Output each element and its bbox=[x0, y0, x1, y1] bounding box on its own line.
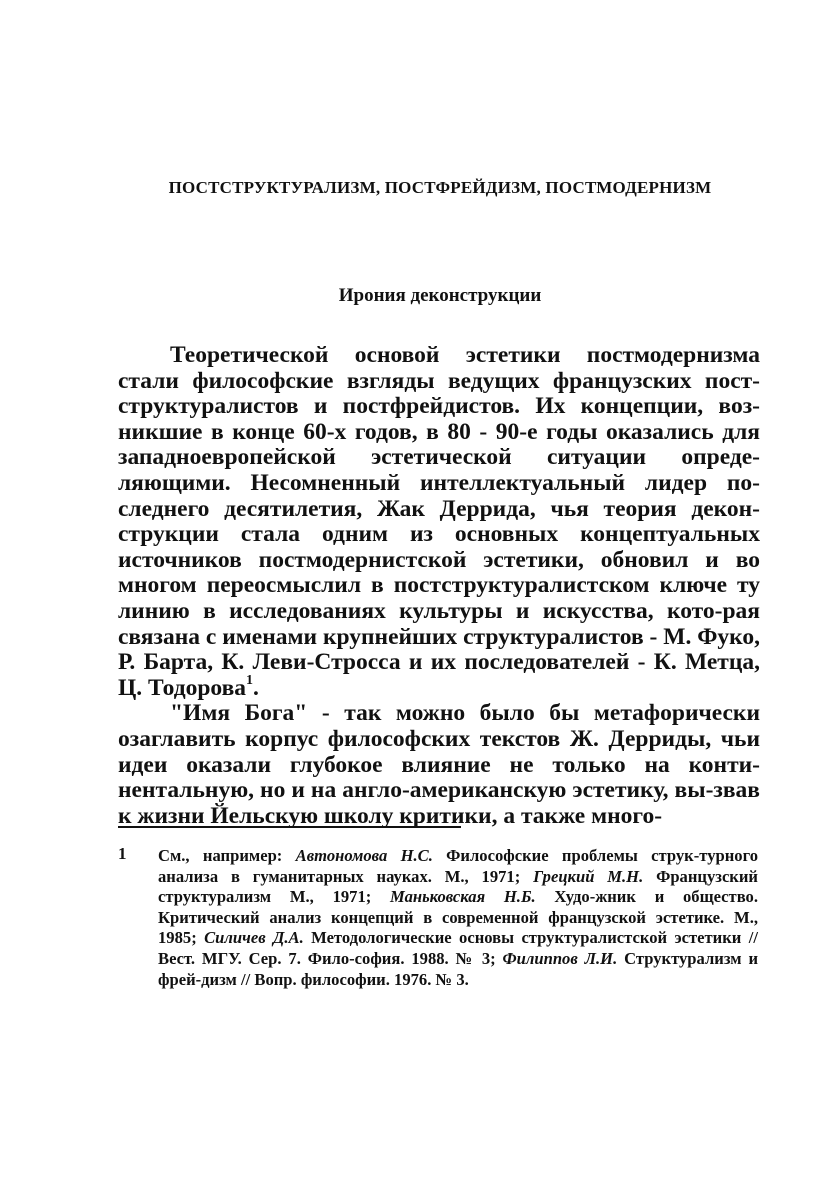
footnote-text bbox=[158, 846, 758, 990]
paragraph-2: "Имя Бога" - так можно было бы метафорически озаглавить корпус философских текстов Ж. Дерриды, чьи идеи оказали глубокое влияние не только на конти-нентальную, но и на англо-американскую эстетику, вы-звав к жизни Йельскую школу критики, а также много- bbox=[118, 700, 760, 829]
footnote-segment: Структурализм и фрей-дизм // Вопр. философии. 1976. № 3. bbox=[158, 948, 759, 989]
footnote-segment: Методологические основы структуралистской эстетики // Вест. МГУ. Сер. 7. Фило-софия. 1988. № 3; bbox=[158, 928, 758, 968]
section-title: Ирония деконструкции bbox=[338, 285, 542, 306]
footnote-segment: Французский структурализм М., 1971; bbox=[158, 866, 758, 907]
paragraph-1-text: Теоретической основой эстетики постмодернизма стали философские взгляды ведущих французских пост-структуралистов и постфрейдистов. Их концепции, воз-никшие в конце 60-х годов, в 80 - 90-е годы оказались для западноевропейской эстетической ситуации опреде-ляющими. Несомненный интеллектуальный лидер по-следнего десятилетия, Жак Деррида, чья теория декон-струкции стала одним из основных концептуальных источников постмодернистской эстетики, обновил и во многом переосмыслил в постструктуралистском ключе ту линию в исследованиях культуры и искусства, кото-рая связана с именами крупнейших структуралистов - М. Фуко, Р. Барта, К. Леви-Стросса и их последователей - К. Метца, Ц. Тодорова bbox=[118, 342, 760, 701]
footnote-author: Грецкий М.Н. bbox=[533, 866, 644, 886]
body-text bbox=[118, 343, 760, 829]
footnote-segment: См., например: bbox=[158, 846, 296, 865]
footnote-number: 1 bbox=[118, 844, 127, 863]
footnote bbox=[118, 846, 758, 990]
paragraph-1-end: . bbox=[253, 674, 259, 701]
footnote-separator bbox=[118, 826, 461, 828]
chapter-title: ПОСТСТРУКТУРАЛИЗМ, ПОСТФРЕЙДИЗМ, ПОСТМОДЕРНИЗМ bbox=[168, 178, 712, 197]
footnote-segment: Худо-жник и общество. Критический анализ концепций в современной французской эстетике. М., 1985; bbox=[158, 887, 758, 948]
paragraph-1 bbox=[118, 343, 760, 701]
footnote-reference[interactable]: 1 bbox=[246, 672, 254, 688]
footnote-author: Автономова Н.С. bbox=[295, 846, 433, 865]
footnote-author: Силичев Д.А. bbox=[204, 928, 304, 948]
footnote-author: Филиппов Л.И. bbox=[502, 948, 618, 968]
footnote-author: Маньковская Н.Б. bbox=[390, 887, 536, 907]
footnote-segment: Философские проблемы струк-турного анализа в гуманитарных науках. М., 1971; bbox=[158, 846, 758, 886]
